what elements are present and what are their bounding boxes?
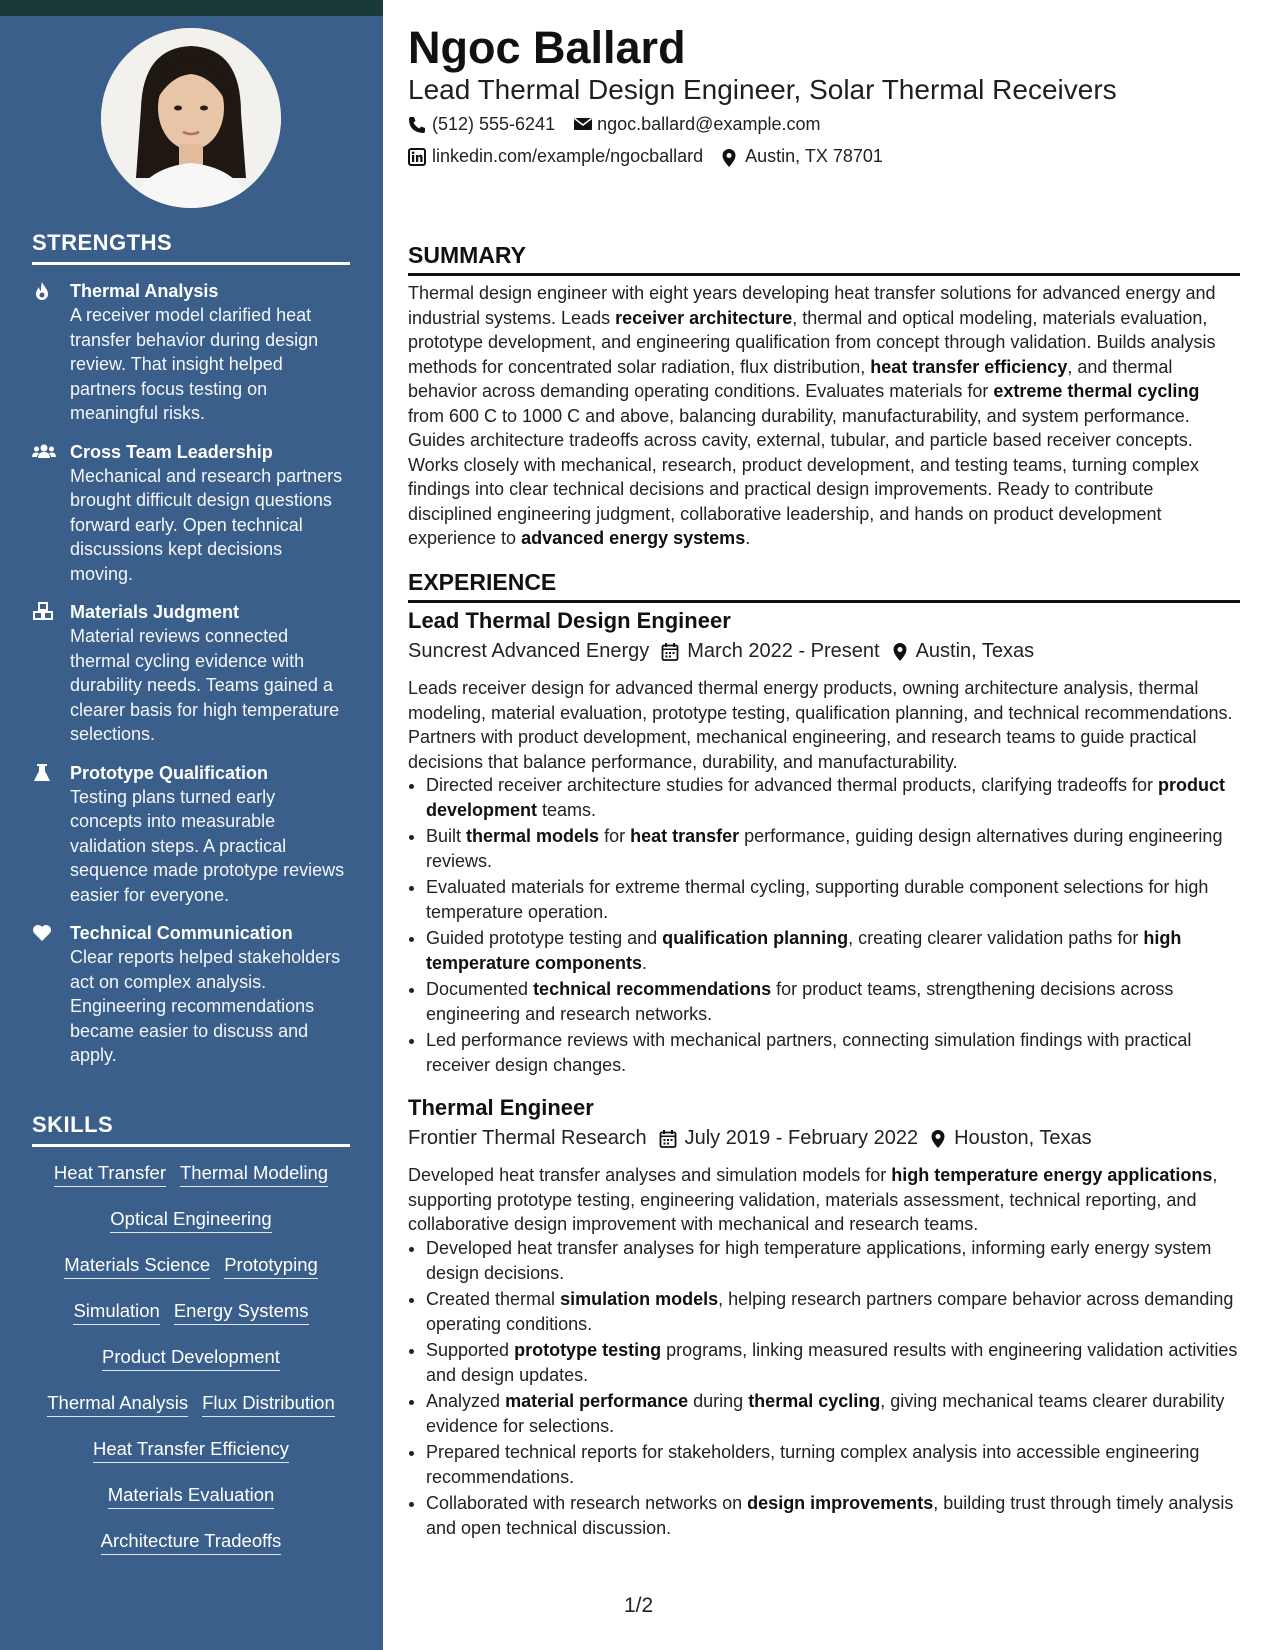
- strength-desc: Testing plans turned early concepts into measurable validation steps. A practical sequence made prototype reviews easier for everyone.: [70, 786, 345, 905]
- email-link[interactable]: ngoc.ballard@example.com: [597, 114, 821, 134]
- bold-keyword: prototype testing: [514, 1340, 662, 1360]
- top-accent-bar: [0, 0, 383, 16]
- skill-tag: Flux Distribution: [202, 1391, 335, 1417]
- envelope-icon: [573, 116, 593, 134]
- skill-tag: Simulation: [73, 1299, 159, 1325]
- bullet-item: • Supported prototype testing programs, linking measured results with engineering validation activities and design updates.: [426, 1338, 1258, 1387]
- bold-keyword: high temperature components: [426, 928, 1182, 973]
- job-location: Houston, Texas: [954, 1127, 1092, 1149]
- skill-tag: Optical Engineering: [110, 1207, 271, 1233]
- job-meta: [408, 1127, 1092, 1150]
- strength-title: Cross Team Leadership: [70, 441, 273, 462]
- contact-row: [408, 146, 883, 167]
- linkedin-link[interactable]: linkedin.com/example/ngocballard: [432, 146, 704, 166]
- bullet-item: • Documented technical recommendations for product teams, strengthening decisions across engineering and research networks.: [426, 977, 1258, 1026]
- skill-tag: Energy Systems: [174, 1299, 309, 1325]
- strength-desc: Mechanical and research partners brought difficult design questions forward early. Open technical discussions kept decisions moving.: [70, 465, 343, 584]
- job-description: Leads receiver design for advanced thermal energy products, owning architecture analysis, thermal modeling, material evaluation, prototype testing, qualification planning, and technical recommendations. Partners with product development, mechanical engineering, and research teams to guide practical decisions that balance performance, durability, and manufacturability.: [408, 678, 1233, 772]
- bold-keyword: high temperature energy applications: [891, 1165, 1213, 1185]
- bold-keyword: product development: [426, 775, 1226, 820]
- sidebar: [0, 16, 383, 1650]
- strength-item: [32, 761, 350, 908]
- phone-icon: [408, 116, 428, 134]
- map-pin-icon: [721, 148, 741, 166]
- flask-icon: [32, 763, 56, 783]
- job-bullets: [408, 1236, 1258, 1542]
- skill-tag: Product Development: [102, 1345, 280, 1371]
- flame-icon: [32, 281, 56, 301]
- cubes-icon: [32, 602, 56, 622]
- location-text: Austin, TX 78701: [745, 146, 883, 166]
- strength-desc: Clear reports helped stakeholders act on complex analysis. Engineering recommendations became easier to discuss and apply.: [70, 947, 341, 1065]
- linkedin-icon: [408, 148, 428, 166]
- users-icon: [32, 442, 56, 462]
- profile-photo: [101, 28, 281, 208]
- strength-desc: Material reviews connected thermal cycling evidence with durability needs. Teams gained a clearer basis for high temperature selections.: [70, 626, 340, 744]
- bullet-item: • Led performance reviews with mechanical partners, connecting simulation findings with practical receiver design changes.: [426, 1028, 1258, 1077]
- bold-keyword: advanced energy systems: [521, 528, 746, 548]
- skill-tag: Materials Science: [64, 1253, 210, 1279]
- bullet-item: • Analyzed material performance during thermal cycling, giving mechanical teams clearer durability evidence for selections.: [426, 1389, 1258, 1438]
- strength-title: Prototype Qualification: [70, 762, 269, 783]
- bold-keyword: receiver architecture: [615, 307, 793, 328]
- bullet-item: • Built thermal models for heat transfer performance, guiding design alternatives during engineering reviews.: [426, 824, 1258, 873]
- strength-item: [32, 440, 350, 587]
- skill-tag: Materials Evaluation: [108, 1483, 275, 1509]
- summary-heading: SUMMARY: [408, 242, 1240, 276]
- strengths-heading: STRENGTHS: [32, 230, 350, 265]
- skill-tag: Architecture Tradeoffs: [101, 1529, 282, 1555]
- strengths-section: [32, 230, 350, 1068]
- strength-desc: A receiver model clarified heat transfer behavior during design review. That insight helped partners focus testing on meaningful risks.: [70, 305, 319, 423]
- bold-keyword: qualification planning: [662, 928, 849, 948]
- bullet-item: • Developed heat transfer analyses for high temperature applications, informing early energy system design decisions.: [426, 1236, 1258, 1285]
- bullet-item: • Evaluated materials for extreme thermal cycling, supporting durable component selections for high temperature operation.: [426, 875, 1258, 924]
- bold-keyword: thermal models: [466, 826, 600, 846]
- bold-keyword: extreme thermal cycling: [993, 381, 1200, 401]
- skill-tag: Heat Transfer Efficiency: [93, 1437, 289, 1463]
- job-title: Lead Thermal Design Engineer: [408, 608, 731, 633]
- contact-row: [408, 114, 820, 135]
- experience-heading: EXPERIENCE: [408, 569, 1240, 603]
- strength-item: [32, 600, 350, 747]
- skill-tag: Heat Transfer: [54, 1161, 166, 1187]
- bullet-item: • Prepared technical reports for stakeholders, turning complex analysis into accessible engineering recommendations.: [426, 1440, 1258, 1489]
- map-pin-icon: [930, 1129, 946, 1149]
- skill-tag: Thermal Modeling: [180, 1161, 328, 1187]
- strength-item: [32, 279, 350, 426]
- bold-keyword: heat transfer efficiency: [870, 356, 1068, 377]
- bold-keyword: design improvements: [747, 1493, 934, 1513]
- bold-keyword: technical recommendations: [533, 979, 772, 999]
- skills-list: [32, 1161, 350, 1575]
- job-company: Suncrest Advanced Energy: [408, 640, 650, 662]
- calendar-icon: [659, 1129, 677, 1149]
- strength-item: [32, 921, 350, 1068]
- job-title: Thermal Engineer: [408, 1095, 594, 1120]
- skills-heading: SKILLS: [32, 1112, 350, 1147]
- candidate-title: Lead Thermal Design Engineer, Solar Thermal Receivers: [408, 74, 1117, 105]
- bold-keyword: simulation models: [560, 1289, 719, 1309]
- phone-link[interactable]: (512) 555-6241: [432, 114, 556, 134]
- summary-text: Thermal design engineer with eight years developing heat transfer solutions for advanced energy and industrial systems. Leads receiver architecture, thermal and optical modeling, materials evaluation, prototype development, and engineering qualification from concept through validation. Builds analysis methods for concentrated solar radiation, flux distribution, heat transfer efficiency, and thermal behavior across demanding operating conditions. Evaluates materials for extreme thermal cycling from 600 C to 1000 C and above, balancing durability, manufacturability, and system performance. Guides architecture tradeoffs across cavity, external, tubular, and particle based receiver concepts. Works closely with mechanical, research, product development, and testing teams, turning complex findings into clear technical decisions and practical design improvements. Ready to contribute disciplined engineering judgment, collaborative leadership, and hands on product development experience to advanced energy systems.: [408, 283, 1216, 548]
- bold-keyword: heat transfer: [630, 826, 740, 846]
- heart-icon: [32, 923, 56, 943]
- strength-title: Thermal Analysis: [70, 281, 219, 301]
- job-bullets: [408, 773, 1258, 1079]
- bold-keyword: thermal cycling: [748, 1391, 881, 1411]
- bullet-item: • Collaborated with research networks on design improvements, building trust through timely analysis and open technical discussion.: [426, 1491, 1258, 1540]
- job-description: Developed heat transfer analyses and simulation models for high temperature energy applications, supporting prototype testing, engineering validation, materials assessment, technical reporting, and collaborative design improvement with mechanical and research teams.: [408, 1165, 1218, 1234]
- job-company: Frontier Thermal Research: [408, 1127, 647, 1149]
- strength-title: Materials Judgment: [70, 602, 240, 622]
- bullet-item: • Directed receiver architecture studies for advanced thermal products, clarifying tradeoffs for product development teams.: [426, 773, 1258, 822]
- skill-tag: Thermal Analysis: [47, 1391, 188, 1417]
- calendar-icon: [661, 642, 679, 662]
- bullet-item: • Created thermal simulation models, helping research partners compare behavior across demanding operating conditions.: [426, 1287, 1258, 1336]
- skill-tag: Prototyping: [224, 1253, 318, 1279]
- strength-title: Technical Communication: [70, 923, 293, 943]
- job-meta: [408, 640, 1034, 663]
- job-dates: March 2022 - Present: [687, 640, 880, 662]
- page-number: 1/2: [624, 1594, 654, 1617]
- bold-keyword: material performance: [505, 1391, 689, 1411]
- map-pin-icon: [892, 642, 908, 662]
- job-location: Austin, Texas: [915, 640, 1035, 662]
- candidate-name: Ngoc Ballard: [408, 22, 686, 73]
- job-dates: July 2019 - February 2022: [684, 1127, 919, 1149]
- skills-section: [32, 1112, 350, 1575]
- bullet-item: • Guided prototype testing and qualification planning, creating clearer validation paths for high temperature components.: [426, 926, 1258, 975]
